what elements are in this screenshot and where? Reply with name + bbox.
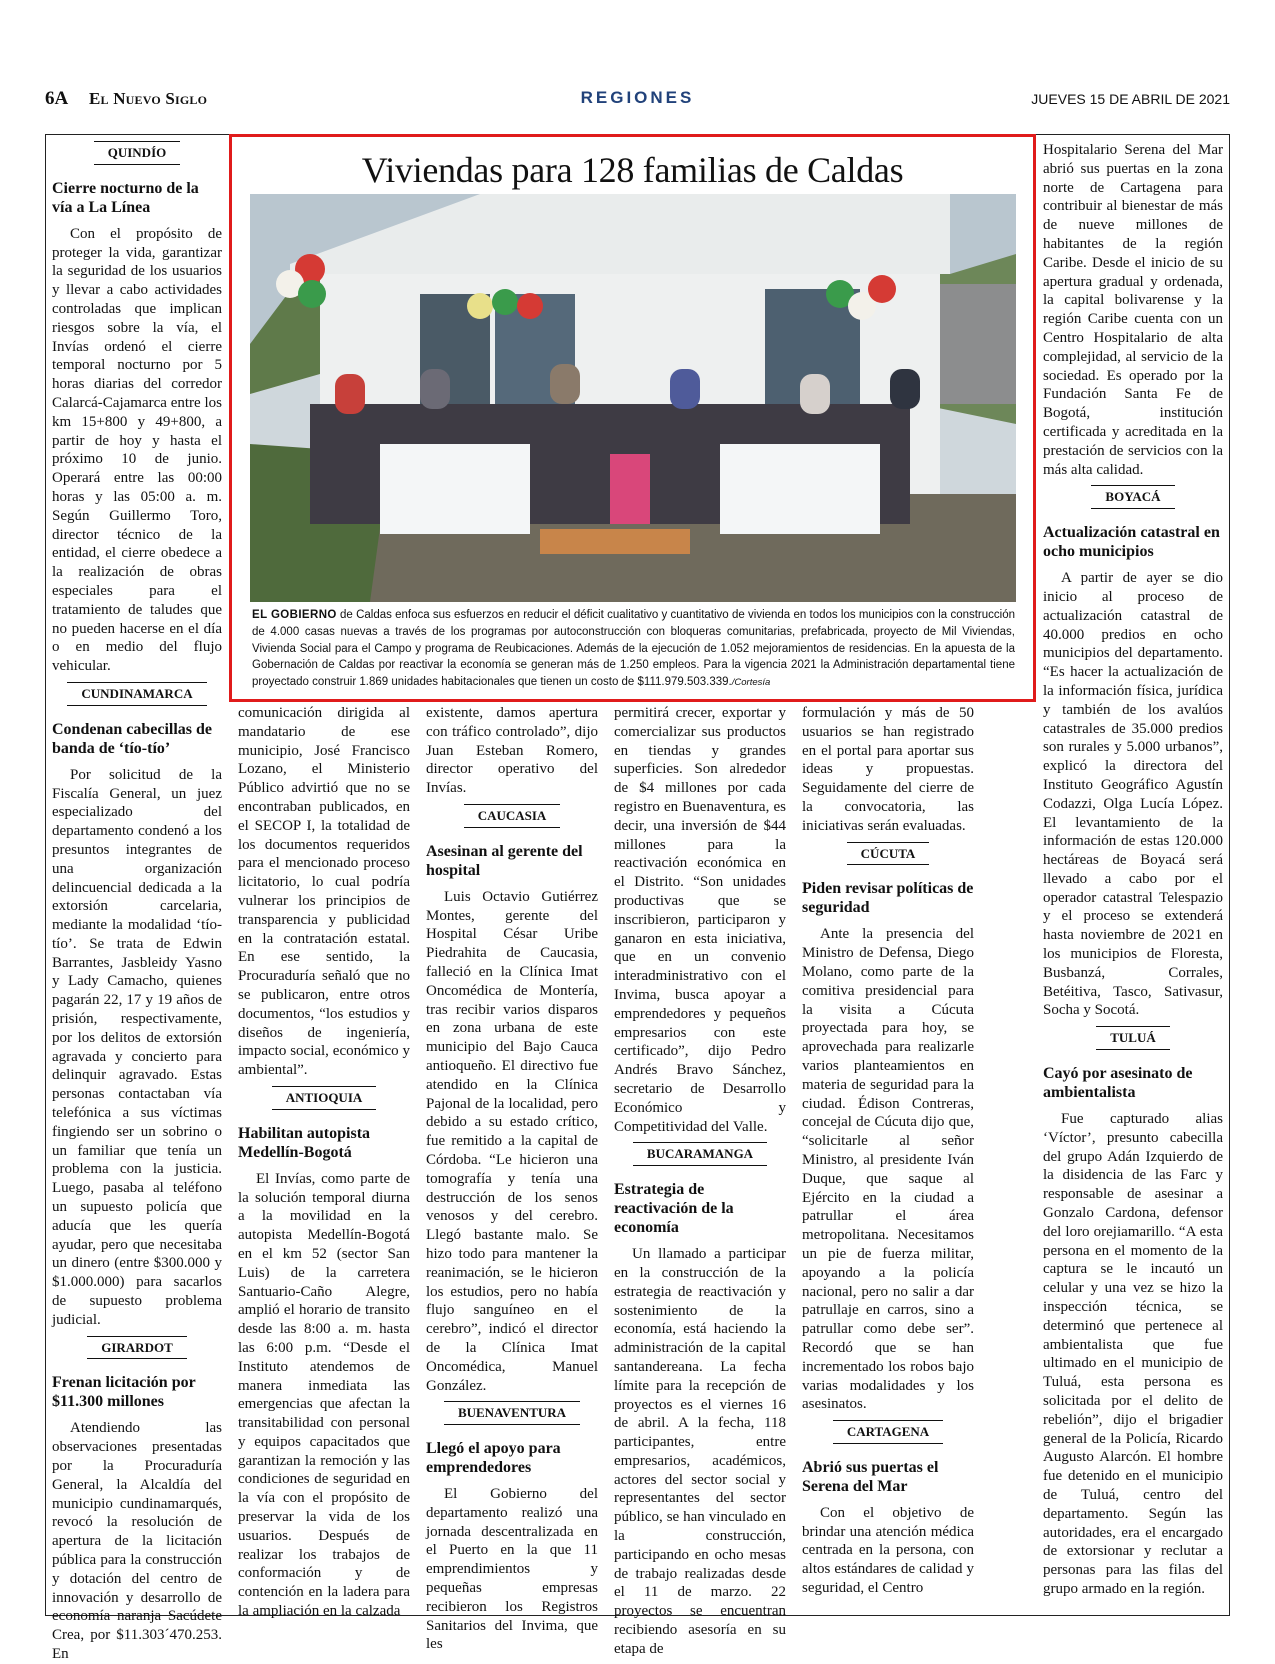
- article-headline: Habilitan autopista Medellín-Bogotá: [238, 1124, 371, 1161]
- article-body: Con el objetivo de brindar una atención médica centrada en la persona, con altos estándares de calidad y seguridad, el Centro: [802, 1504, 974, 1597]
- article-body: Con el propósito de proteger la vida, garantizar la seguridad de los usuarios y llevar a cabo actividades controladas que implican riesgos sobre la vía, el Invías ordenó el cierre temporal nocturno por 5 horas diarias del corredor Calarcá-Cajamarca entre los km 15+800 y 49+800, a partir de hoy y hasta el próximo 10 de junio. Operará entre las 00:00 horas y las 05:00 a. m. Según Guillermo Toro, director técnico de la entidad, el cierre obedece a la realización de obras especiales para el tratamiento de taludes que no pueden hacerse en el día o en medio del flujo vehicular.: [52, 225, 222, 675]
- article-headline: Piden revisar políticas de seguridad: [802, 880, 974, 917]
- article-body: Luis Octavio Gutiérrez Montes, gerente del Hospital César Uribe Piedrahita de Caucasia, falleció en la Clínica Imat Oncomédica de Montería, tras recibir varios disparos en zona urbana de este municipio del Bajo Cauca antioqueño. El directivo fue atendido en la Clínica Pajonal de la localidad, pero debido a su estado crítico, fue remitido a la capital de Córdoba. “Le hicieron una tomografía y tenía una destrucción de los senos venosos y del cerebro. Llegó bastante malo. Se hizo todo para mantener la reanimación, se le hicieron los estudios, pero no había flujo sanguíneo en el cerebro”, indicó el director de la Clínica Imat Oncomédica, Manuel González.: [426, 888, 598, 1394]
- column-3: [426, 704, 598, 1653]
- photo-credit: /Cortesía: [731, 677, 771, 689]
- masthead: [45, 88, 1230, 112]
- article-headline: Cierre nocturno de la vía a La Línea: [52, 179, 199, 216]
- section-tag-quindio: QUINDÍO: [52, 141, 222, 165]
- article-body: formulación y más de 50 usuarios se han registrado en el portal para aportar sus ideas y propuestas. Seguidamente del cierre de la convocatoria, las iniciativas serán evaluadas.: [802, 705, 974, 834]
- feature-caption: [252, 607, 1015, 692]
- article-headline: Frenan licitación por $11.300 millones: [52, 1374, 196, 1411]
- section-title: REGIONES: [580, 88, 695, 107]
- section-tag-girardot: GIRARDOT: [52, 1336, 222, 1360]
- newspaper-name: El Nuevo Siglo: [89, 89, 208, 108]
- article-body: comunicación dirigida al mandatario de ese municipio, José Francisco Lozano, el Ministerio Público advirtió que no se encontraban publicados, en el SECOP I, la totalidad de los documentos requeridos para el mencionado proceso licitatorio, lo cual podría vulnerar los principios de transparencia y publicidad en la contratación estatal. En ese sentido, la Procuraduría señaló que no se publicaron, entre otros documentos, “los estudios y diseños de ingeniería, impacto social, económico y ambiental”.: [238, 705, 410, 1079]
- article-headline: Abrió sus puertas el Serena del Mar: [802, 1458, 939, 1495]
- issue-date: JUEVES 15 DE ABRIL DE 2021: [1031, 91, 1230, 107]
- column-2: [238, 704, 410, 1620]
- caption-text: de Caldas enfoca sus esfuerzos en reducir el déficit cualitativo y cuantitativo de vivienda en todos los municipios con la construcción de 4.000 casas nuevas a través de los programas por autoconstrucción con bloqueras comunitarias, prefabricada, proyecto de Mil Viviendas, Vivienda Social para el Campo y programa de Reubicaciones. Además de la ejecución de 1.052 mejoramientos de residencias. En la apuesta de la Gobernación de Caldas por reactivar la economía se generan más de 1.250 empleos. Para la vigencia 2021 la Administración departamental tiene proyectado construir 1.869 unidades habitacionales que tienen un costo de $111.979.503.339.: [252, 609, 1015, 689]
- article-headline: Condenan cabecillas de banda de ‘tío-tío’: [52, 720, 213, 757]
- section-tag-bucaramanga: BUCARAMANGA: [614, 1142, 786, 1166]
- article-headline: Llegó el apoyo para emprendedores: [426, 1440, 561, 1477]
- article-body: Un llamado a participar en la construcción de la estrategia de reactivación y sostenimiento de la economía, está haciendo la administración de la capital santandereana. La fecha límite para la recepción de proyectos es el viernes 16 de abril. A la fecha, 118 participantes, entre empresarios, académicos, actores del sector social y representantes del sector público, se han vinculado en la construcción, participando en ocho mesas de trabajo realizadas desde el 11 de marzo. 22 proyectos se encuentran recibiendo asesoría en su etapa de: [614, 1246, 786, 1657]
- article-headline: Actualización catastral en ocho municipios: [1043, 524, 1220, 561]
- column-4: [614, 704, 786, 1657]
- section-tag-boyaca: BOYACÁ: [1043, 485, 1223, 509]
- section-tag-antioquia: ANTIOQUIA: [238, 1086, 410, 1110]
- article-headline: Cayó por asesinato de ambientalista: [1043, 1065, 1193, 1102]
- article-body: existente, damos apertura con tráfico controlado”, dijo Juan Esteban Romero, director operativo del Invías.: [426, 705, 598, 797]
- article-body: Hospitalario Serena del Mar abrió sus puertas en la zona norte de Cartagena para contribuir al bienestar de más de nueve millones de habitantes de la región Caribe. Desde el inicio de su apertura gradual y ordenada, la capital bolivarense y la región Caribe cuenta con un Centro Hospitalario de alta complejidad, al servicio de la sociedad. Es operado por la Fundación Santa Fe de Bogotá, institución certificada y acreditada en la prestación de servicios con la más alta calidad.: [1043, 142, 1223, 478]
- feature-photo: [250, 194, 1016, 602]
- section-tag-cucuta: CÚCUTA: [802, 842, 974, 866]
- section-tag-tulua: TULUÁ: [1043, 1026, 1223, 1050]
- section-tag-cundinamarca: CUNDINAMARCA: [52, 682, 222, 706]
- article-body: permitirá crecer, exportar y comercializar sus productos en tiendas y grandes superficies. Son alrededor de $4 millones por cada registro en Buenaventura, es decir, una inversión de $44 millones para la reactivación económica en el Distrito. “Son unidades productivas que se inscribieron, participaron y ganaron en esta iniciativa, que en un convenio interadministrativo con el Invima, busca apoyar a emprendedores y pequeños empresarios con este certificado”, dijo Pedro Andrés Bravo Sánchez, secretario de Desarrollo Económico y Competitividad del Valle.: [614, 705, 786, 1135]
- section-tag-buenaventura: BUENAVENTURA: [426, 1401, 598, 1425]
- article-headline: Estrategia de reactivación de la economía: [614, 1181, 734, 1237]
- article-body: El Gobierno del departamento realizó una jornada descentralizada en el Puerto en la que 11 emprendimientos y pequeñas empresas recibieron los Registros Sanitarios del Invima, que les: [426, 1486, 598, 1653]
- article-body: A partir de ayer se dio inicio al proceso de actualización catastral de 40.000 predios en ocho municipios del departamento. “Es hacer la actualización de la información física, jurídica y también de los avalúos catastrales de 35.000 predios son rurales y 5.000 urbanos”, explicó la directora del Instituto Geográfico Agustín Codazzi, Olga Lucía López. El levantamiento de la información de estas 120.000 hectáreas de Boyacá será llevado a cabo por el operador catastral Telespazio y el proceso se extenderá hasta noviembre de 2021 en los municipios de Floresta, Busbanzá, Corrales, Betéitiva, Tasco, Sativasur, Socha y Socotá.: [1043, 570, 1223, 1019]
- column-5: [802, 704, 974, 1611]
- section-tag-cartagena: CARTAGENA: [802, 1420, 974, 1444]
- page-number: 6A: [45, 88, 69, 109]
- feature-title: Viviendas para 128 familias de Caldas: [361, 150, 904, 190]
- feature-box: [229, 134, 1036, 702]
- caption-lead: EL GOBIERNO: [252, 609, 337, 621]
- column-6: [1043, 141, 1223, 1611]
- article-body: Ante la presencia del Ministro de Defensa, Diego Molano, como parte de la comitiva presidencial para la visita a Cúcuta proyectada para hoy, se aprovechada para realizarle varios planteamientos en materia de seguridad para la ciudad. Édison Contreras, concejal de Cúcuta dijo que, “solicitarle al señor Ministro, al presidente Iván Duque, que saque al Ejército en la ciudad a patrullar el área metropolitana. Necesitamos un pie de fuerza militar, apoyando a la policía nacional, pero no salir a dar patrullaje en carros, sino a patrullar como debe ser”. Recordó que se han incrementado los robos bajo varias modalidades y los asesinatos.: [802, 926, 974, 1413]
- section-tag-caucasia: CAUCASIA: [426, 804, 598, 828]
- column-1: [52, 141, 222, 1662]
- article-body: El Invías, como parte de la solución temporal diurna a la movilidad en la autopista Medellín-Bogotá en el km 52 (sector San Luis) de la carretera Santuario-Caño Alegre, amplió el horario de transito desde las 8:00 a. m. hasta las 6:00 p.m. “Desde el Instituto atendemos de manera inmediata las emergencias que afectan la transitabilidad con personal y equipos capacitados que garantizan la remoción y las condiciones de seguridad en la vía con el propósito de preservar la vida de los usuarios. Después de realizar los trabajos de conformación y de contención en la ladera para la ampliación en la calzada: [238, 1170, 410, 1620]
- article-body: Fue capturado alias ‘Víctor’, presunto cabecilla del grupo Adán Izquierdo de la disidencia de las Farc y responsable de asesinar a Gonzalo Cardona, defensor del loro orejiamarillo. “A esta persona en el momento de la captura se le incautó un celular y una vez se hizo la inspección técnica, se determinó que pertenece al ambientalista que fue ultimado en el municipio de Tuluá, esta persona es solicitada por el delito de rebelión”, dijo el brigadier general de la Policía, Ricardo Augusto Alarcón. El hombre fue detenido en el municipio de Tuluá, centro del departamento. Según las autoridades, era el encargado de extorsionar y reclutar a personas para las filas del grupo armado en la región.: [1043, 1111, 1223, 1597]
- article-body: Atendiendo las observaciones presentadas por la Procuraduría General, la Alcaldía del municipio cundinamarqués, revocó la resolución de apertura de la licitación pública para la construcción y dotación del centro de innovación y desarrollo de economía naranja Sacúdete Crea, por $11.303´470.253. En: [52, 1420, 222, 1662]
- article-headline: Asesinan al gerente del hospital: [426, 842, 583, 879]
- article-body: Por solicitud de la Fiscalía General, un juez especializado del departamento condenó a los presuntos integrantes de una organización delincuencial dedicada a la extorsión carcelaria, mediante la modalidad ‘tío-tío’. Se trata de Edwin Barrantes, Jasbleidy Yasno y Lady Camacho, quienes pagarán 22, 17 y 19 años de prisión, respectivamente, por los delitos de extorsión agravada y concierto para delinquir agravado. Estas personas contactaban vía telefónica a sus víctimas fingiendo ser un sobrino o un familiar que tenía un problema con la justicia. Luego, pasaba al teléfono un supuesto policía que aducía que les quería ayudar, pero que necesitaba un dinero (entre $300.000 y $1.000.000) para sacarlos de supuesto problema judicial.: [52, 766, 222, 1328]
